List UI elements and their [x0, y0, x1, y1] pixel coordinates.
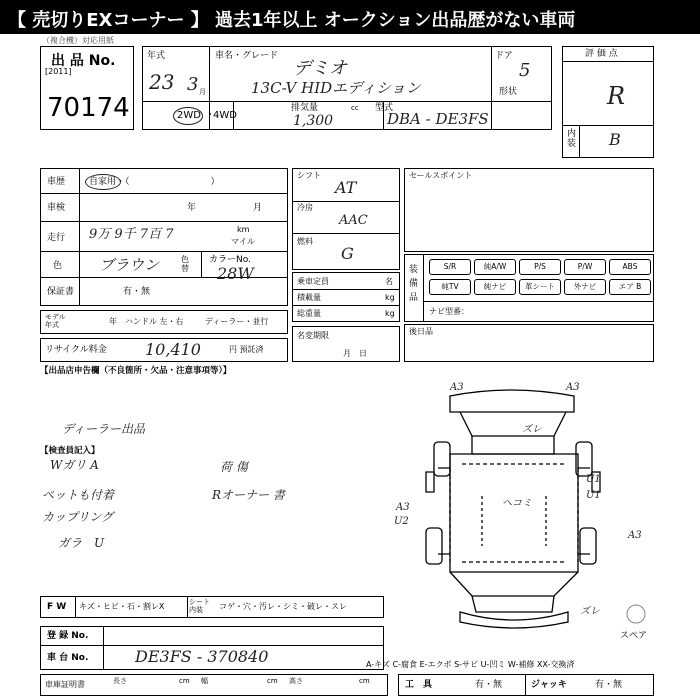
hood-outline	[472, 596, 554, 612]
shift-label: シフト	[297, 171, 321, 180]
mark-right-a3: A3	[628, 530, 642, 541]
load-label: 積載量	[297, 293, 321, 302]
name-change-label: 名変期限	[297, 331, 329, 340]
equipment-item: 純TV	[429, 279, 471, 295]
jack-label: ジャッキ	[531, 680, 567, 690]
lot-number-box	[40, 46, 134, 130]
mileage-label: 走行	[47, 233, 66, 243]
inspector-line-1: Wガリ A	[50, 458, 99, 472]
equipment-item: 革シート	[519, 279, 561, 295]
warranty-label: 保証書	[47, 287, 75, 297]
top-note: （複合機）対応用紙	[42, 36, 114, 45]
mark-rear-shift: ズレ	[522, 424, 542, 435]
equipment-box	[404, 254, 654, 322]
equipment-item: エア B	[609, 279, 651, 295]
spare-label: スペア	[620, 631, 648, 640]
warranty-value: 有・無	[123, 287, 151, 297]
fuel-label: 燃料	[297, 237, 313, 246]
spare-tire-icon	[627, 605, 645, 623]
windshield-outline	[450, 572, 578, 596]
rear-window-outline	[460, 412, 566, 436]
cert-cm-3: cm	[359, 677, 370, 685]
history-label: 車歴	[47, 177, 66, 187]
tools-label: 工 具	[405, 680, 433, 690]
fw-text: キズ・ヒビ・石・割レX	[79, 602, 165, 611]
drive-circle-mark	[173, 107, 203, 125]
model-year-unit: 年	[109, 317, 117, 326]
ac-value: AAC	[339, 213, 368, 228]
lot-label: 出 品 No.	[51, 53, 116, 69]
cert-width: 幅	[201, 677, 208, 685]
mileage-value: 9万 9千 7百 7	[89, 227, 174, 242]
mark-rear-right-a3: A3	[566, 382, 580, 393]
mark-right-u1b: U1	[586, 490, 601, 501]
color-code-value: 28W	[217, 264, 254, 283]
gross-label: 総重量	[297, 309, 321, 318]
damage-legend: A-キズ C-腐食 E-エクボ S-サビ U-凹ミ W-補修 XX-交換済	[366, 660, 575, 669]
capacity-unit: 名	[385, 277, 393, 286]
color-label: 色	[53, 261, 63, 271]
registration-box	[40, 626, 384, 670]
interior-score: B	[609, 130, 621, 149]
rear-bumper-outline	[450, 390, 574, 412]
tools-jack-row	[398, 674, 654, 696]
grade-name: 13C-V HIDエディション	[251, 79, 421, 97]
shape-label: 形状	[499, 87, 518, 97]
inspector-right-1: 荷 傷	[220, 460, 248, 474]
cert-length: 長さ	[113, 677, 127, 685]
front-bumper-outline	[460, 612, 568, 628]
mark-front-shift: ズレ	[580, 606, 600, 617]
cert-label: 車庫証明書	[45, 680, 85, 689]
year-value: 23	[149, 70, 175, 94]
drivetrain-table	[292, 168, 400, 270]
color-code-label: カラーNo.	[209, 255, 251, 265]
equipment-item: ABS	[609, 259, 651, 275]
month-value: 3	[187, 74, 199, 95]
equipment-item: S/R	[429, 259, 471, 275]
inspection-month-unit: 月	[253, 203, 263, 213]
inspection-year-unit: 年	[187, 203, 197, 213]
inspector-line-4: ガラ U	[58, 536, 105, 550]
ac-label: 冷房	[297, 203, 313, 212]
seat-text: コゲ・穴・汚レ・シミ・破レ・スレ	[219, 602, 347, 611]
color-value: ブラウン	[99, 256, 160, 274]
fuel-value: G	[341, 244, 354, 263]
inspector-line-3: カップリング	[42, 510, 114, 524]
name-label: 車名・グレード	[215, 51, 279, 61]
registration-label: 登 録 No.	[47, 631, 89, 641]
mark-rear-a3: A3	[450, 382, 464, 393]
recycle-unit: 円 預託済	[229, 345, 264, 354]
load-unit: kg	[385, 293, 395, 302]
attach-label: 後日品	[409, 327, 433, 336]
dealer-label: ディーラー・並行	[205, 317, 269, 326]
roof-body-outline	[450, 454, 578, 572]
cert-cm-2: cm	[267, 677, 278, 685]
chassis-value: DE3FS - 370840	[135, 647, 269, 666]
recycle-value: 10,410	[145, 340, 201, 359]
chassis-label: 車 台 No.	[47, 653, 89, 663]
gross-unit: kg	[385, 309, 395, 318]
drive-2wd: 2WD	[177, 110, 201, 121]
name-change-box	[292, 326, 400, 362]
model-year-row	[40, 310, 288, 334]
cert-height: 高さ	[289, 677, 303, 685]
drive-sep: ・	[205, 110, 215, 121]
model-name: デミオ	[293, 58, 347, 79]
sales-point-box	[404, 168, 654, 252]
color-change-label: 色替	[181, 255, 189, 273]
equipment-label: 装備品	[409, 265, 419, 303]
wheel-front-right	[580, 528, 596, 564]
banner-title: 【 売切りEXコーナー 】 過去1年以上 オークション出品歴がない車両	[8, 10, 576, 31]
equipment-item: P/S	[519, 259, 561, 275]
equipment-item: 外ナビ	[564, 279, 606, 295]
vehicle-header-box	[142, 46, 552, 130]
doors-label: ドア	[495, 51, 513, 61]
report-label: 【出品店申告欄（不良箇所・欠品・注意事項等）】	[40, 366, 232, 376]
history-options: 自家用・（ ）	[89, 177, 220, 187]
inspector-right-2: Rオーナー 書	[212, 488, 285, 502]
cert-cm-1: cm	[179, 677, 190, 685]
navi-model-label: ナビ型番：	[429, 307, 469, 316]
recycle-label: リサイクル料金	[45, 345, 107, 355]
model-code-label: 型式	[375, 103, 394, 113]
sales-point-label: セールスポイント	[409, 171, 473, 180]
capacity-label: 乗車定員	[297, 277, 329, 286]
mark-right-u1: U1	[586, 474, 601, 485]
lot-year-tag: [2011]	[45, 67, 72, 76]
mark-left-u2: U2	[394, 516, 409, 527]
model-code-value: DBA - DE3FS	[387, 110, 489, 128]
mileage-mile: マイル	[231, 237, 255, 246]
tools-value: 有・無	[475, 680, 503, 690]
wheel-rear-left	[434, 442, 450, 476]
wheel-front-left	[426, 528, 442, 564]
mark-left-a3: A3	[396, 502, 410, 513]
score-box	[562, 46, 654, 158]
fw-row	[40, 596, 384, 618]
score-value: R	[607, 82, 626, 110]
capacity-table	[292, 272, 400, 322]
shift-value: AT	[335, 178, 357, 197]
vehicle-info-table	[40, 168, 288, 306]
jack-value: 有・無	[595, 680, 623, 690]
inspection-label: 車検	[47, 203, 66, 213]
handle-label: ハンドル 左・右	[125, 317, 184, 326]
score-label: 評 価 点	[585, 49, 618, 59]
year-label: 年式	[147, 51, 166, 61]
doors-value: 5	[519, 60, 531, 81]
private-circle-mark	[85, 174, 121, 190]
equipment-item: P/W	[564, 259, 606, 275]
recycle-row	[40, 338, 288, 362]
car-damage-diagram	[390, 376, 668, 640]
inspector-label: 【検査員記入】	[40, 446, 100, 456]
equipment-item: 純ナビ	[474, 279, 516, 295]
interior-label: 内装	[567, 129, 577, 149]
report-note: ディーラー出品	[62, 422, 146, 436]
auction-banner	[0, 0, 700, 34]
displacement-unit: cc	[351, 104, 359, 112]
seat-label: シート内装	[189, 598, 210, 614]
mark-roof-dent: ヘコミ	[502, 498, 532, 509]
displacement-label: 排気量	[291, 103, 319, 113]
drive-4wd: 4WD	[213, 110, 237, 121]
name-change-unit: 月 日	[343, 349, 367, 358]
attach-box	[404, 324, 654, 362]
equipment-item: 純A/W	[474, 259, 516, 275]
fw-label: F W	[47, 602, 67, 612]
inspector-line-2: ペットも付着	[42, 488, 115, 502]
lot-number: 70174	[47, 93, 130, 123]
month-unit: 月	[199, 88, 206, 96]
mileage-km: km	[237, 225, 250, 234]
displacement-value: 1,300	[293, 113, 334, 129]
model-year-label: モデル年式	[45, 313, 66, 329]
garage-cert-row	[40, 674, 388, 696]
trunk-outline	[472, 436, 554, 454]
